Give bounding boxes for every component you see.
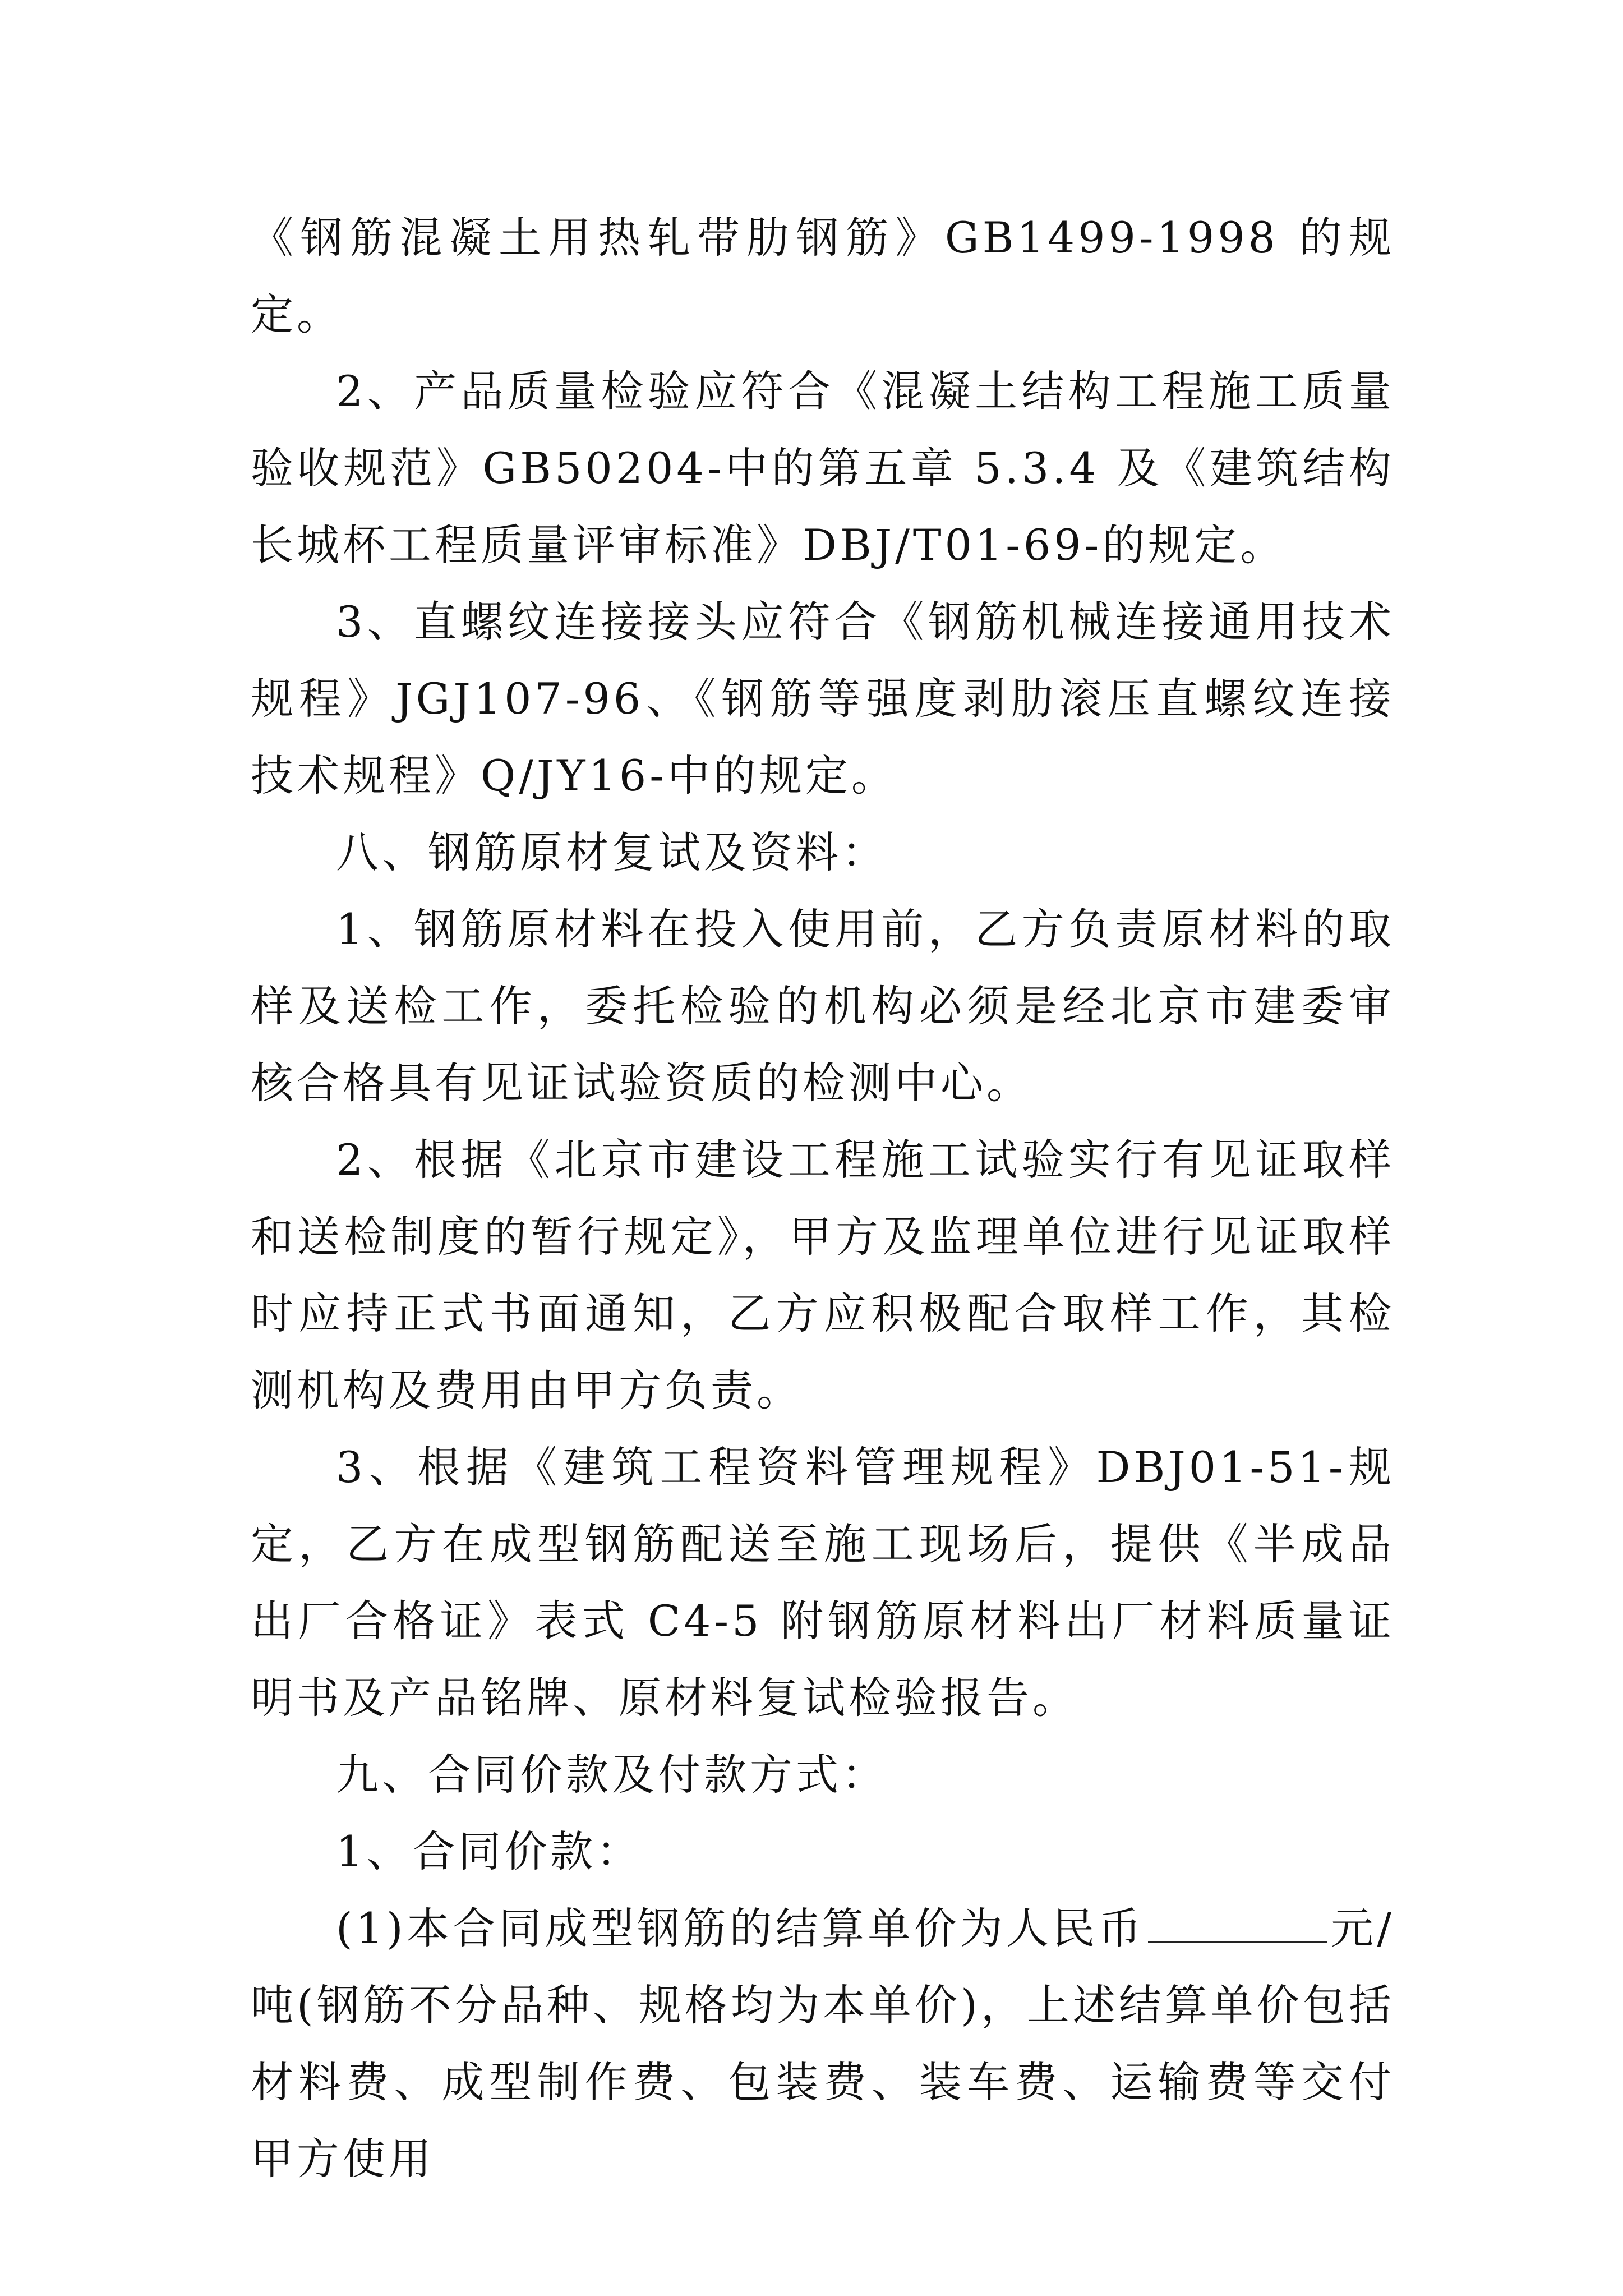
paragraph-sampling-inspection: 1、钢筋原材料在投入使用前，乙方负责原材料的取样及送检工作，委托检验的机构必须是经北京市建委审核合格具有见证试验资质的检测中心。: [251, 904, 1395, 1108]
subheading-contract-price: 1、合同价款：: [336, 1826, 643, 1876]
section-heading-material-retest: 八、钢筋原材复试及资料：: [336, 827, 888, 877]
unit-price-blank-field: [1148, 1908, 1327, 1943]
paragraph-data-management: 3、根据《建筑工程资料管理规程》DBJ01-51-规定，乙方在成型钢筋配送至施工现场后，提供《半成品出厂合格证》表式 C4-5 附钢筋原材料出厂材料质量证明书及产品铭牌、原材料复试检验报告。: [251, 1442, 1395, 1723]
paragraph-thread-connection: 3、直螺纹连接接头应符合《钢筋机械连接通用技术规程》JGJ107-96、《钢筋等强度剥肋滚压直螺纹连接技术规程》Q/JY16-中的规定。: [251, 597, 1395, 800]
section-heading-contract-price: 九、合同价款及付款方式：: [336, 1750, 888, 1800]
paragraph-standard-gb1499: 《钢筋混凝土用热轧带肋钢筋》GB1499-1998 的规定。: [251, 213, 1395, 339]
paragraph-witness-sampling: 2、根据《北京市建设工程施工试验实行有见证取样和送检制度的暂行规定》，甲方及监理单位进行见证取样时应持正式书面通知，乙方应积极配合取样工作，其检测机构及费用由甲方负责。: [251, 1135, 1395, 1415]
unit-price-text-after: 元/吨(钢筋不分品种、规格均为本单价)，上述结算单价包括材料费、成型制作费、包装费、装车费、运输费等交付甲方使用: [251, 1903, 1395, 2184]
paragraph-unit-price: [251, 1890, 1395, 2197]
paragraph-quality-inspection: 2、产品质量检验应符合《混凝土结构工程施工质量验收规范》GB50204-中的第五章 5.3.4 及《建筑结构长城杯工程质量评审标准》DBJ/T01-69-的规定。: [251, 366, 1395, 570]
document-body: [251, 199, 1395, 2197]
unit-price-text-before: (1)本合同成型钢筋的结算单价为人民币: [336, 1903, 1145, 1953]
